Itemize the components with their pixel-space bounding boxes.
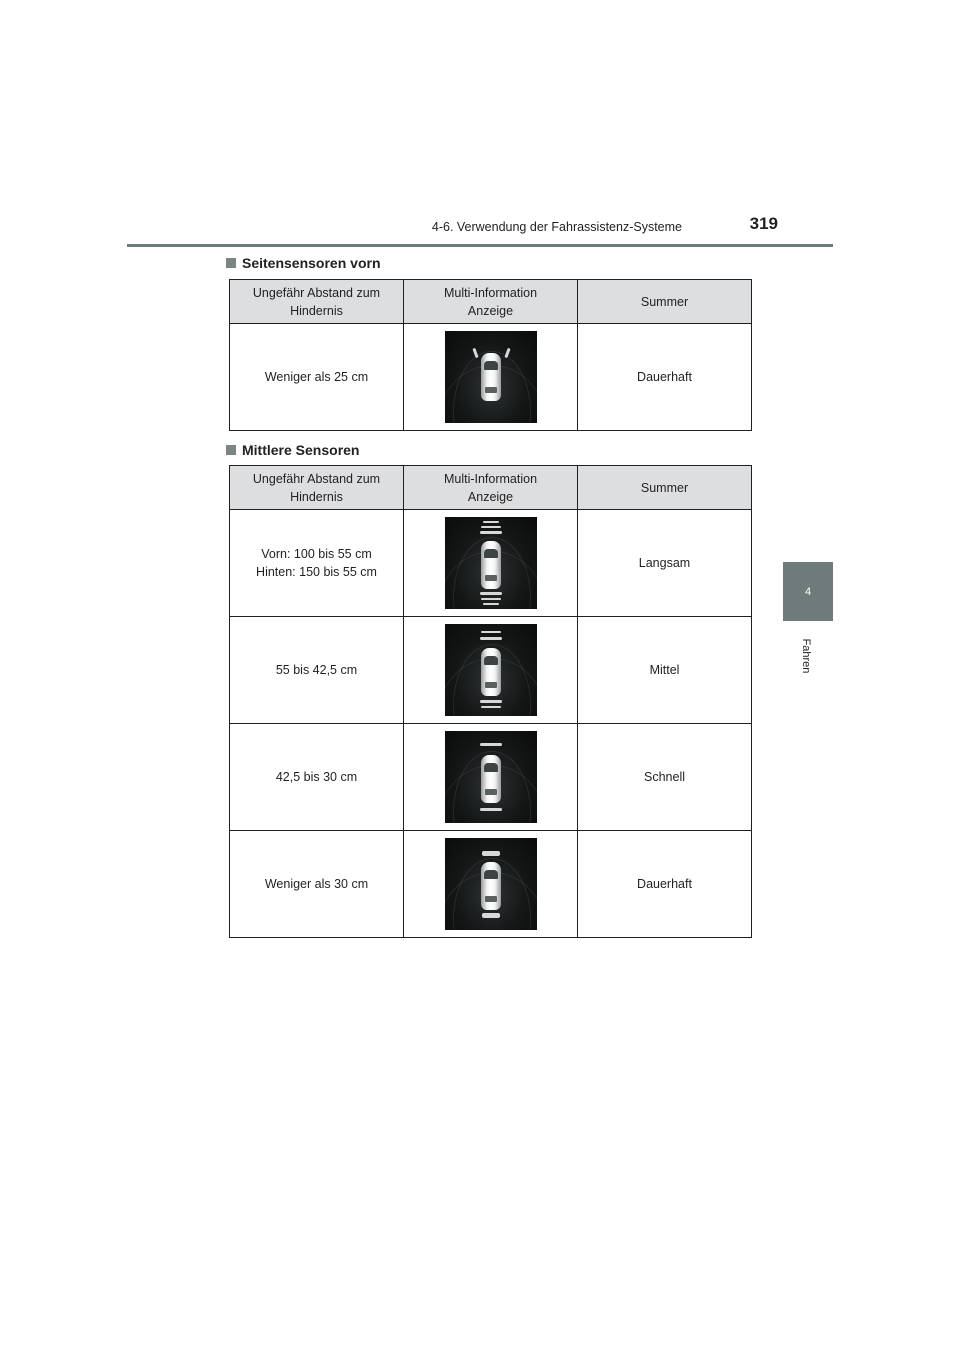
buzzer-cell: Schnell [578,724,752,831]
display-cell [404,324,578,431]
chapter-number: 4 [804,585,812,598]
middle-sensors-table [229,465,752,938]
display-cell [404,617,578,724]
column-header-distance: Ungefähr Abstand zum Hindernis [230,280,404,324]
column-header-display [404,280,578,324]
chapter-label: Fahren [800,638,812,674]
car-sensor-1-bar-display-icon [445,731,537,823]
distance-text-line1: 55 bis 42,5 cm [275,663,358,677]
table-header-row [230,280,752,324]
buzzer-cell: Mittel [578,617,752,724]
column-header-display-line1: Multi-Information [443,285,538,300]
display-cell [404,831,578,938]
table-header-row [230,466,752,510]
section-heading-text: Mittlere Sensoren [242,442,360,458]
column-header-buzzer: Summer [578,466,752,510]
buzzer-cell: Dauerhaft [578,831,752,938]
display-cell [404,510,578,617]
column-header-display [404,466,578,510]
column-header-distance: Ungefähr Abstand zum Hindernis [230,466,404,510]
display-cell [404,724,578,831]
distance-cell [230,617,404,724]
column-header-display-line2: Anzeige [467,303,514,318]
distance-cell [230,724,404,831]
page-number: 319 [749,214,778,233]
section-heading-middle-sensors [226,442,359,458]
distance-cell [230,831,404,938]
distance-cell [230,510,404,617]
front-side-sensors-table [229,279,752,431]
table-row [230,510,752,617]
running-header-title: 4-6. Verwendung der Fahrassistenz-Systeme [431,220,682,234]
distance-text-line1: Vorn: 100 bis 55 cm [261,547,372,561]
distance-text-line1: Weniger als 30 cm [264,877,369,891]
car-sensor-3-bars-display-icon [445,517,537,609]
car-sensor-continuous-display-icon [445,838,537,930]
header-rule [127,244,833,247]
table-row [230,324,752,431]
chapter-tab [783,562,833,621]
buzzer-cell: Dauerhaft [578,324,752,431]
distance-text-line1: 42,5 bis 30 cm [275,770,358,784]
square-bullet-icon [226,445,236,455]
table-row [230,617,752,724]
car-sensor-2-bars-display-icon [445,624,537,716]
car-front-side-sensor-display-icon [445,331,537,423]
distance-cell: Weniger als 25 cm [230,324,404,431]
distance-text-line2: Hinten: 150 bis 55 cm [256,565,377,579]
square-bullet-icon [226,258,236,268]
section-heading-text: Seitensensoren vorn [242,255,381,271]
column-header-buzzer: Summer [578,280,752,324]
buzzer-cell: Langsam [578,510,752,617]
column-header-display-line2: Anzeige [467,489,514,504]
table-row [230,831,752,938]
table-row [230,724,752,831]
column-header-display-line1: Multi-Information [443,471,538,486]
section-heading-front-side-sensors [226,255,381,271]
